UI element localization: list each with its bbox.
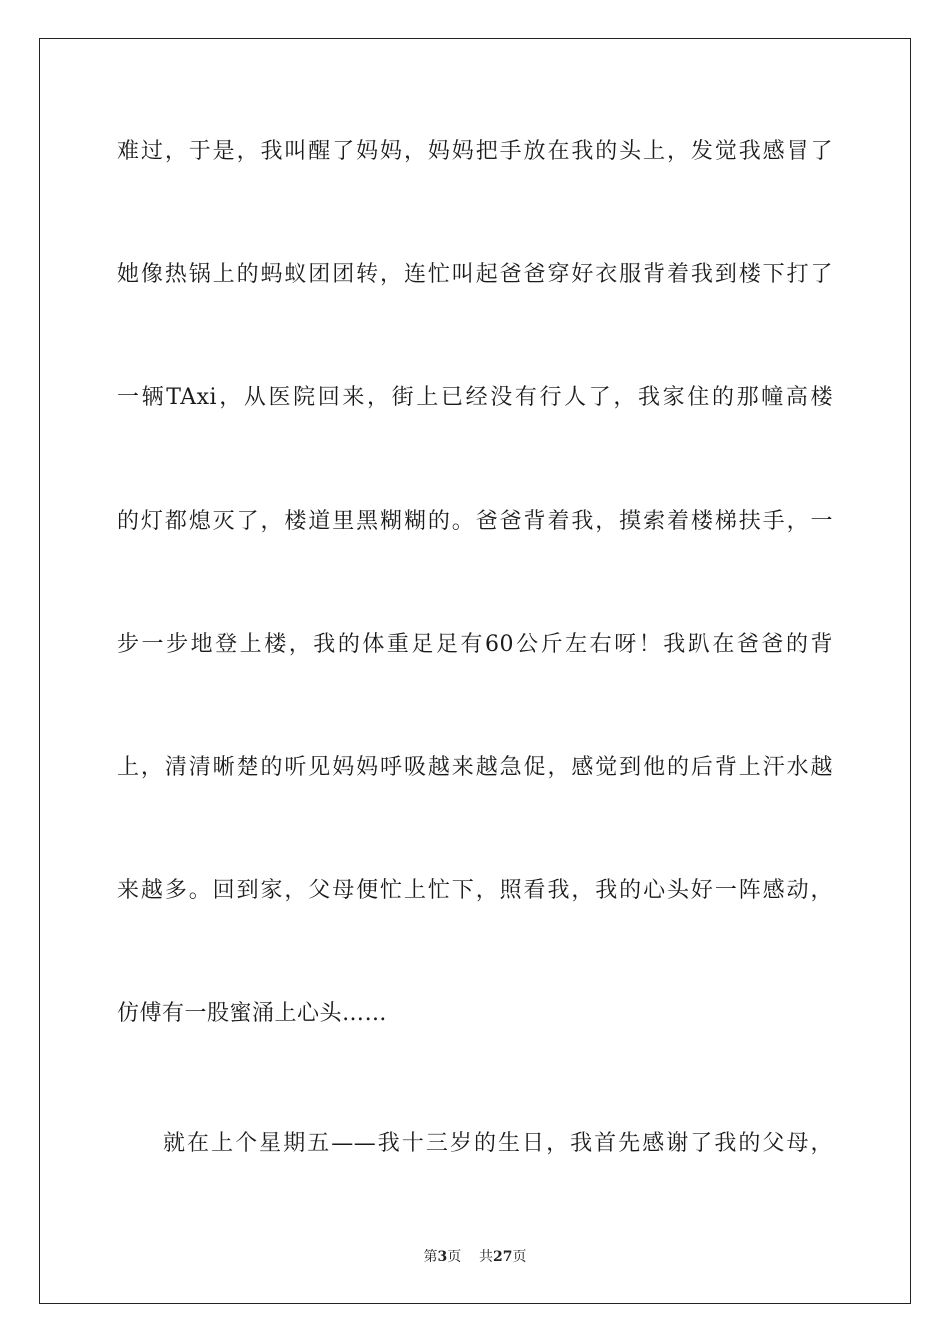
page-number: 3 [437, 1249, 448, 1265]
text-line-7: 来越多。回到家，父母便忙上忙下，照看我，我的心头好一阵感动， [117, 878, 833, 903]
page-suffix: 页 [447, 1249, 462, 1265]
page-footer [0, 1246, 950, 1266]
text-line-3: 一辆TAxi，从医院回来，街上已经没有行人了，我家住的那幢高楼 [117, 385, 833, 410]
page-prefix: 第 [423, 1249, 438, 1265]
page-border [39, 38, 911, 1304]
text-line-4: 的灯都熄灭了，楼道里黑糊糊的。爸爸背着我，摸索着楼梯扶手，一 [117, 509, 833, 534]
text-line-9-paragraph-start: 就在上个星期五——我十三岁的生日，我首先感谢了我的父母， [163, 1131, 833, 1156]
text-line-6: 上，清清晰楚的听见妈妈呼吸越来越急促，感觉到他的后背上汗水越 [117, 755, 833, 780]
text-line-5: 步一步地登上楼，我的体重足足有60公斤左右呀！我趴在爸爸的背 [117, 632, 833, 657]
text-line-1: 难过，于是，我叫醒了妈妈，妈妈把手放在我的头上，发觉我感冒了 [117, 139, 833, 164]
total-pages: 27 [493, 1249, 513, 1265]
text-line-8: 仿傅有一股蜜涌上心头…… [117, 1001, 388, 1026]
total-suffix: 页 [512, 1249, 527, 1265]
total-prefix: 共 [479, 1249, 494, 1265]
text-line-2: 她像热锅上的蚂蚁团团转，连忙叫起爸爸穿好衣服背着我到楼下打了 [117, 262, 833, 287]
